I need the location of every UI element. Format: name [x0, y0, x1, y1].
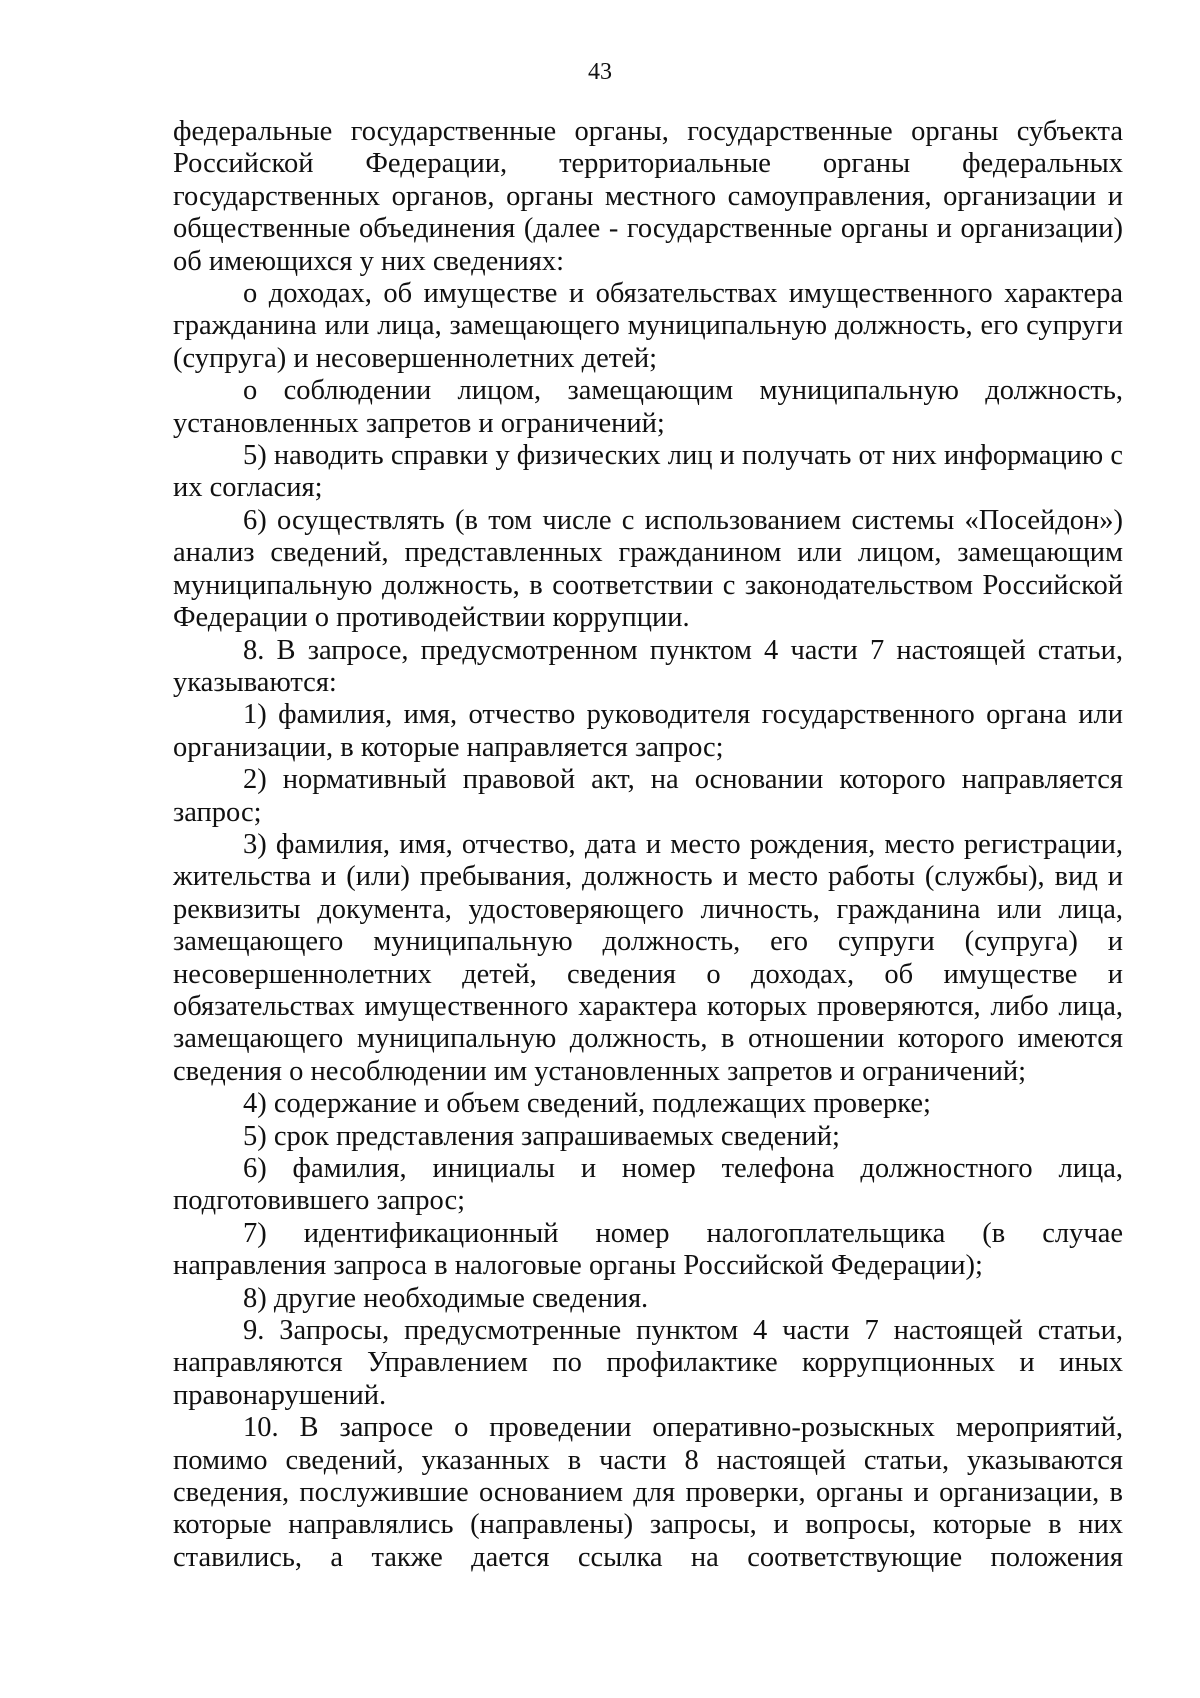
paragraph-section-10: 10. В запросе о проведении оперативно-розыскных мероприятий, помимо сведений, указанных в части 8 настоящей статьи, указываются сведения, послужившие основанием для проверки, органы и организации, в которые направлялись (направлены) запросы, и вопросы, которые в них ставились, а также дается ссылка на соответствующие положения — [173, 1412, 1123, 1573]
paragraph-item-6: 6) осуществлять (в том числе с использованием системы «Посейдон») анализ сведений, представленных гражданином или лицом, замещающим муниципальную должность, в соответствии с законодательством Российской Федерации о противодействии коррупции. — [173, 504, 1123, 634]
page-number: 43 — [588, 59, 612, 85]
paragraph-list-item-8: 8) другие необходимые сведения. — [243, 1282, 649, 1314]
paragraph-list-item-1: 1) фамилия, имя, отчество руководителя государственного органа или организации, в которые направляется запрос; — [173, 699, 1123, 763]
paragraph-list-item-6: 6) фамилия, инициалы и номер телефона должностного лица, подготовившего запрос; — [173, 1153, 1123, 1217]
paragraph-list-item-7: 7) идентификационный номер налогоплательщика (в случае направления запроса в налоговые органы Российской Федерации); — [173, 1217, 1123, 1282]
paragraph-list-item-2: 2) нормативный правовой акт, на основании которого направляется запрос; — [173, 764, 1123, 828]
paragraph-item-5: 5) наводить справки у физических лиц и получать от них информацию с их согласия; — [173, 440, 1123, 504]
paragraph-section-8: 8. В запросе, предусмотренном пунктом 4 части 7 настоящей статьи, указываются: — [173, 634, 1123, 698]
paragraph-section-9: 9. Запросы, предусмотренные пунктом 4 части 7 настоящей статьи, направляются Управлением по профилактике коррупционных и иных правонарушений. — [173, 1315, 1123, 1411]
paragraph-item-compliance: о соблюдении лицом, замещающим муниципальную должность, установленных запретов и ограничений; — [173, 375, 1123, 439]
paragraph-list-item-3: 3) фамилия, имя, отчество, дата и место рождения, место регистрации, жительства и (или) пребывания, должность и место работы (службы), вид и реквизиты документа, удостоверяющего личность, гражданина или лица, замещающего муниципальную должность, его супруги (супруга) и несовершеннолетних детей, сведения о доходах, об имуществе и обязательствах имущественного характера которых проверяются, либо лица, замещающего муниципальную должность, в отношении которого имеются сведения о несоблюдении им установленных запретов и ограничений; — [173, 828, 1123, 1087]
document-body — [173, 116, 1123, 1574]
paragraph-continuation: федеральные государственные органы, государственные органы субъекта Российской Федерации, территориальные органы федеральных государственных органов, органы местного самоуправления, организации и общественные объединения (далее - государственные органы и организации) об имеющихся у них сведениях: — [173, 116, 1123, 277]
paragraph-list-item-4: 4) содержание и объем сведений, подлежащих проверке; — [243, 1088, 931, 1120]
paragraph-list-item-5: 5) срок представления запрашиваемых сведений; — [243, 1120, 840, 1152]
paragraph-item-income: о доходах, об имуществе и обязательствах имущественного характера гражданина или лица, замещающего муниципальную должность, его супруги (супруга) и несовершеннолетних детей; — [173, 278, 1123, 374]
